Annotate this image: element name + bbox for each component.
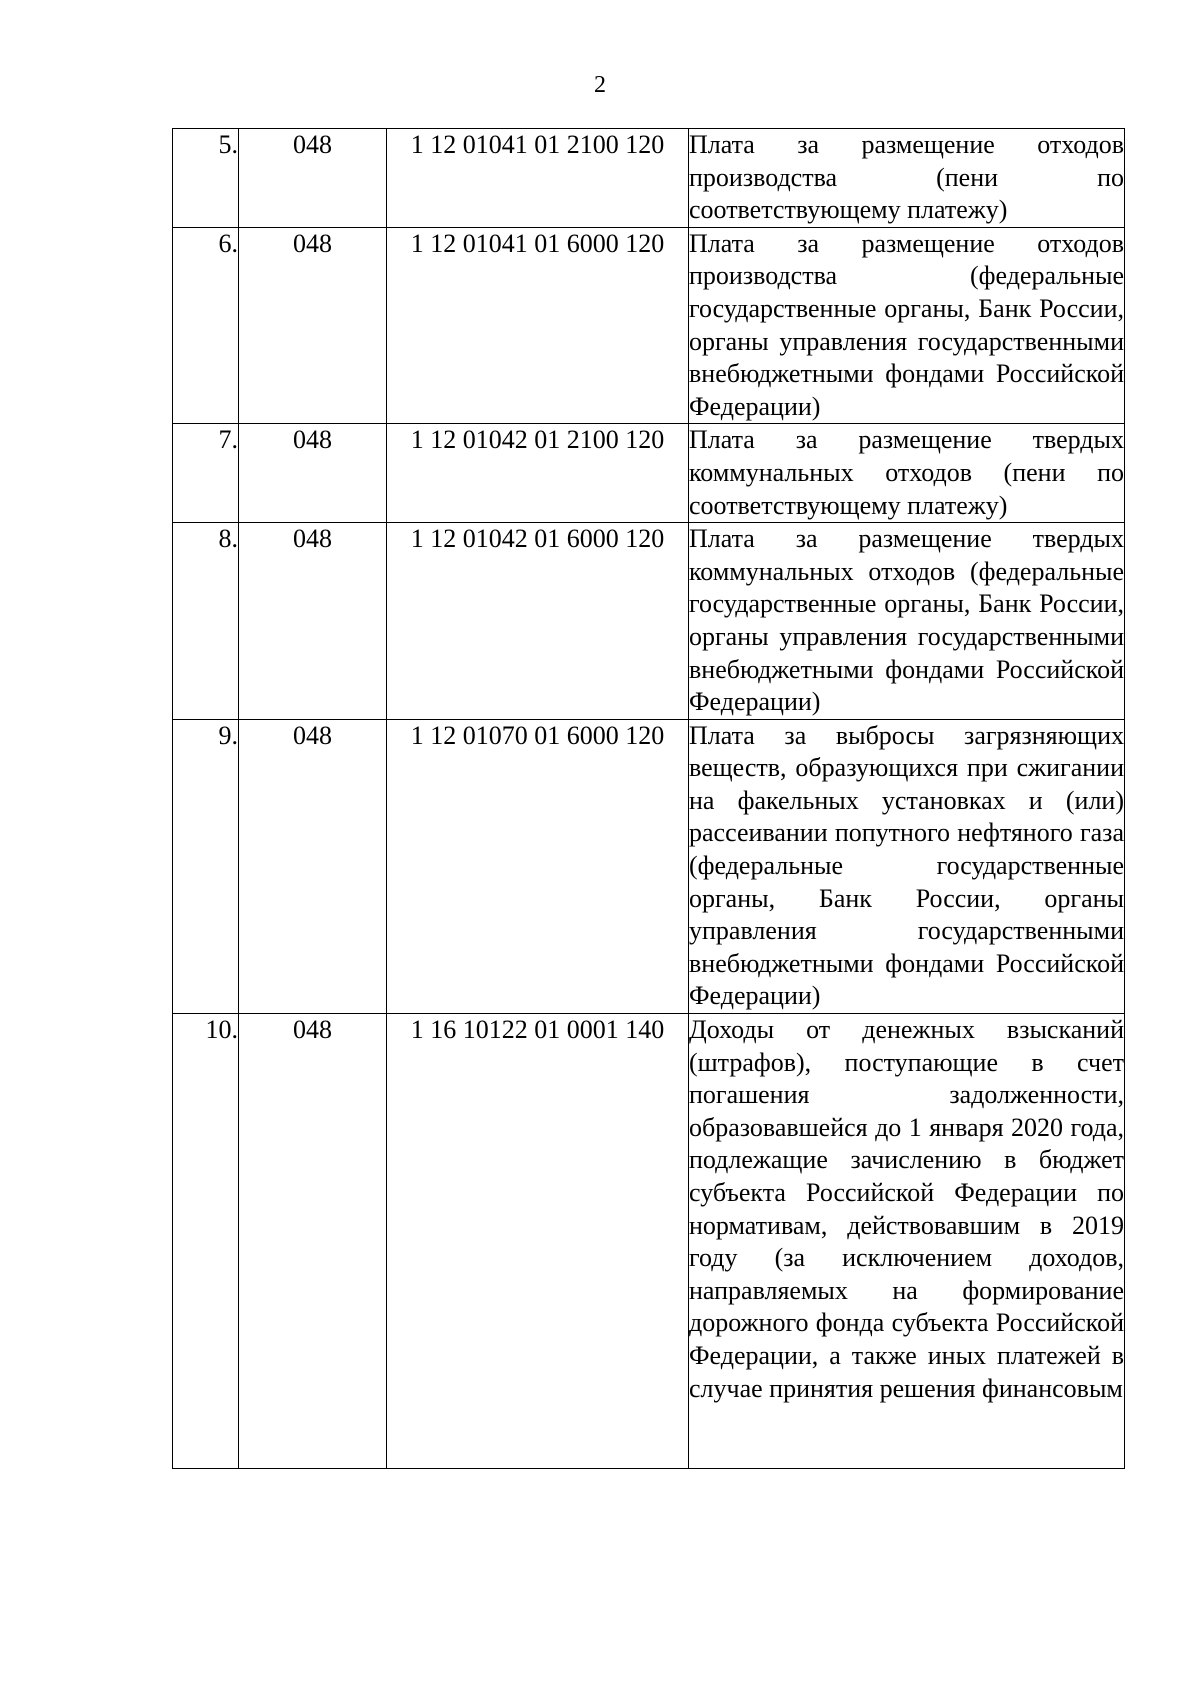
table-row: [173, 129, 1125, 228]
row-number: 5.: [173, 129, 239, 228]
budget-classification-code: 1 12 01042 01 6000 120: [387, 523, 689, 720]
revenue-name: Плата за размещение твердых коммунальных отходов (федеральные государственные органы, Банк России, органы управления государственными внебюджетными фондами Российской Федерации): [689, 523, 1125, 720]
row-number: 6.: [173, 227, 239, 424]
table-row: [173, 424, 1125, 523]
budget-codes-table: [172, 128, 1125, 1469]
revenue-name: Доходы от денежных взысканий (штрафов), поступающие в счет погашения задолженности, образовавшейся до 1 января 2020 года, подлежащие зачислению в бюджет субъекта Российской Федерации по нормативам, действовавшим в 2019 году (за исключением доходов, направляемых на формирование дорожного фонда субъекта Российской Федерации, а также иных платежей в случае принятия решения финансовым: [689, 1014, 1125, 1469]
table-row: [173, 227, 1125, 424]
admin-code: 048: [239, 1014, 387, 1469]
budget-classification-code: 1 12 01042 01 2100 120: [387, 424, 689, 523]
admin-code: 048: [239, 129, 387, 228]
row-number: 7.: [173, 424, 239, 523]
admin-code: 048: [239, 424, 387, 523]
revenue-name: Плата за размещение отходов производства (федеральные государственные органы, Банк России, органы управления государственными внебюджетными фондами Российской Федерации): [689, 227, 1125, 424]
table-row: [173, 523, 1125, 720]
budget-classification-code: 1 16 10122 01 0001 140: [387, 1014, 689, 1469]
page-number: 2: [594, 72, 606, 98]
row-number: 8.: [173, 523, 239, 720]
row-number: 10.: [173, 1014, 239, 1469]
row-number: 9.: [173, 719, 239, 1013]
table-row: [173, 719, 1125, 1013]
revenue-name: Плата за выбросы загрязняющих веществ, образующихся при сжигании на факельных установках и (или) рассеивании попутного нефтяного газа (федеральные государственные органы, Банк России, органы управления государственными внебюджетными фондами Российской Федерации): [689, 719, 1125, 1013]
revenue-name: Плата за размещение твердых коммунальных отходов (пени по соответствующему платежу): [689, 424, 1125, 523]
table-row: [173, 1014, 1125, 1469]
revenue-name: Плата за размещение отходов производства (пени по соответствующему платежу): [689, 129, 1125, 228]
admin-code: 048: [239, 719, 387, 1013]
budget-classification-code: 1 12 01041 01 2100 120: [387, 129, 689, 228]
budget-classification-code: 1 12 01041 01 6000 120: [387, 227, 689, 424]
budget-classification-code: 1 12 01070 01 6000 120: [387, 719, 689, 1013]
admin-code: 048: [239, 523, 387, 720]
admin-code: 048: [239, 227, 387, 424]
